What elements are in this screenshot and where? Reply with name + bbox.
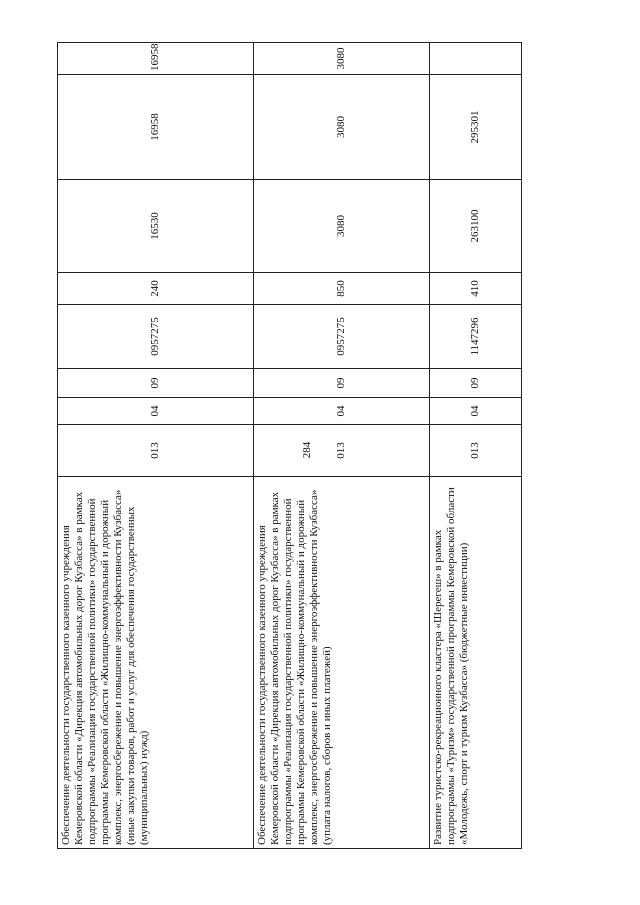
- table-row: [58, 43, 254, 849]
- value-3: 3080: [254, 43, 430, 75]
- value-1: 3080: [254, 180, 430, 273]
- value-1: 263100: [430, 180, 522, 273]
- subsection-code: 09: [58, 369, 254, 398]
- value-2: 295301: [430, 75, 522, 180]
- row-description: Обеспечение деятельности государственного казенного учреждения Кемеровской области «Дирекция автомобильных дорог Кузбасса» в рамках подпрограммы «Реализация государственной политики» государственной программы Кемеровской области «Жилищно-коммунальный и дорожный комплекс, энергосбережение и повышение энергоэффективности Кузбасса» (уплата налогов, сборов и иных платежей): [254, 477, 430, 849]
- expense-type: 240: [58, 273, 254, 305]
- value-1: 16530: [58, 180, 254, 273]
- target-article: 1147296: [430, 305, 522, 369]
- section-code: 04: [58, 398, 254, 425]
- section-code: 04: [430, 398, 522, 425]
- ministry-code: 013: [254, 425, 430, 477]
- value-3: [430, 43, 522, 75]
- expense-type: 410: [430, 273, 522, 305]
- subsection-code: 09: [254, 369, 430, 398]
- row-description: Развитие туристско-рекреационного кластера «Шерегеш» в рамках подпрограммы «Туризм» государственной программы Кемеровской области «Молодежь, спорт и туризм Кузбасса» (бюджетные инвестиции): [430, 477, 522, 849]
- row-description: Обеспечение деятельности государственного казенного учреждения Кемеровской области «Дирекция автомобильных дорог Кузбасса» в рамках подпрограммы «Реализация государственной политики» государственной программы Кемеровской области «Жилищно-коммунальный и дорожный комплекс, энергосбережение и повышение энергоэффективности Кузбасса» (иные закупки товаров, работ и услуг для обеспечения государственных (муниципальных) нужд): [58, 477, 254, 849]
- subsection-code: 09: [430, 369, 522, 398]
- value-2: 3080: [254, 75, 430, 180]
- budget-table-rotated: [57, 43, 521, 849]
- expense-type: 850: [254, 273, 430, 305]
- target-article: 0957275: [58, 305, 254, 369]
- value-2: 16958: [58, 75, 254, 180]
- target-article: 0957275: [254, 305, 430, 369]
- table-row: [430, 43, 522, 849]
- ministry-code: 013: [430, 425, 522, 477]
- table-row: [254, 43, 430, 849]
- ministry-code: 013: [58, 425, 254, 477]
- budget-table: [57, 42, 522, 849]
- page-number: 284: [301, 441, 313, 459]
- value-3: 16958: [58, 43, 254, 75]
- section-code: 04: [254, 398, 430, 425]
